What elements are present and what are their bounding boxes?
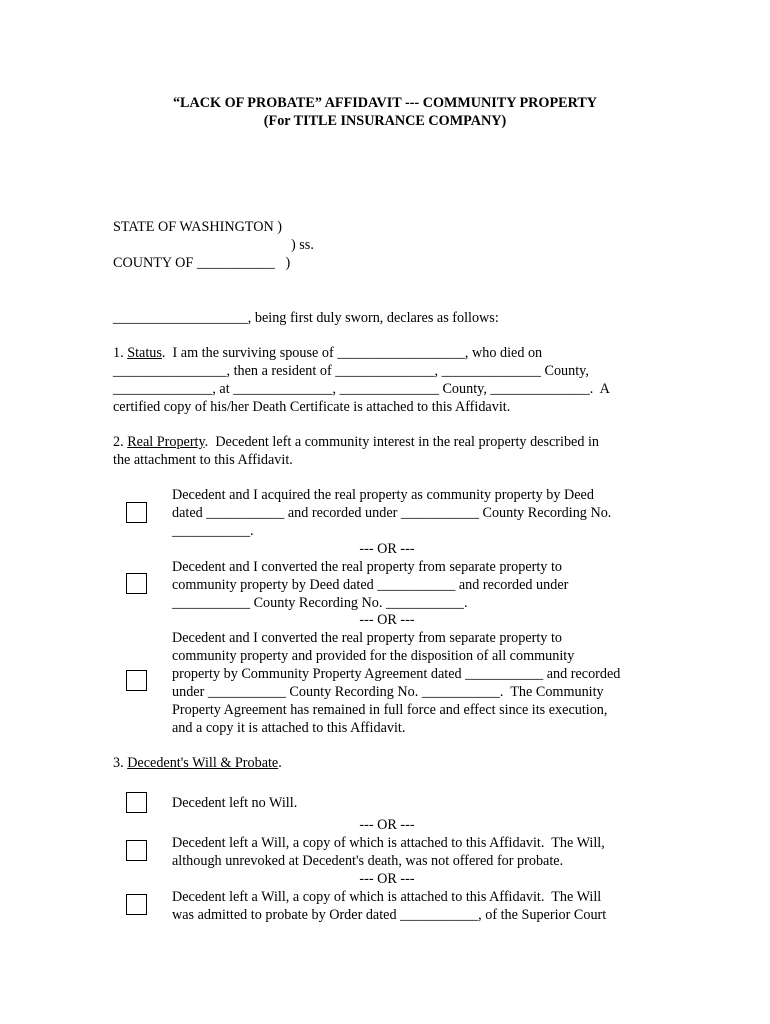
- or-separator: --- OR ---: [359, 817, 415, 833]
- ss-line: ) ss.: [291, 237, 314, 253]
- option-text: property by Community Property Agreement dated ___________ and recorded: [172, 666, 621, 682]
- state-line: STATE OF WASHINGTON ): [113, 219, 282, 235]
- or-separator: --- OR ---: [359, 612, 415, 628]
- section-2-line-2: the attachment to this Affidavit.: [113, 452, 293, 468]
- section-3-number: 3.: [113, 755, 128, 771]
- section-3-heading-line: [113, 754, 282, 772]
- option-text: ___________.: [172, 523, 254, 539]
- section-2-first-line: [113, 433, 599, 451]
- option-text: Decedent left a Will, a copy of which is attached to this Affidavit. The Will: [172, 889, 602, 905]
- option-text: Decedent left a Will, a copy of which is attached to this Affidavit. The Will,: [172, 835, 605, 851]
- option-text: although unrevoked at Decedent's death, was not offered for probate.: [172, 853, 564, 869]
- community-property-agreement-checkbox[interactable]: [126, 670, 147, 691]
- option-text: ___________ County Recording No. ___________.: [172, 595, 468, 611]
- section-3-heading-end: .: [278, 755, 282, 771]
- or-separator: --- OR ---: [359, 871, 415, 887]
- section-1-text: . I am the surviving spouse of __________________, who died on: [161, 345, 543, 361]
- section-2-text: . Decedent left a community interest in the real property described in: [204, 434, 600, 450]
- section-1-first-line: [113, 344, 542, 362]
- no-will-checkbox[interactable]: [126, 792, 147, 813]
- section-1-line-3: ______________, at ______________, ______________ County, ______________. A: [113, 381, 610, 397]
- real-property-deed-checkbox[interactable]: [126, 502, 147, 523]
- option-text: Decedent and I acquired the real property as community property by Deed: [172, 487, 594, 503]
- option-text: Property Agreement has remained in full force and effect since its execution,: [172, 702, 608, 718]
- section-2-number: 2.: [113, 434, 128, 450]
- converted-by-deed-checkbox[interactable]: [126, 573, 147, 594]
- document-title: “LACK OF PROBATE” AFFIDAVIT --- COMMUNITY PROPERTY: [172, 95, 598, 111]
- option-text: was admitted to probate by Order dated ___________, of the Superior Court: [172, 907, 607, 923]
- will-not-probated-checkbox[interactable]: [126, 840, 147, 861]
- document-subtitle: (For TITLE INSURANCE COMPANY): [263, 113, 507, 129]
- section-1-heading: Status: [127, 345, 162, 361]
- option-text: and a copy it is attached to this Affidavit.: [172, 720, 406, 736]
- or-separator: --- OR ---: [359, 541, 415, 557]
- section-1-line-4: certified copy of his/her Death Certificate is attached to this Affidavit.: [113, 399, 511, 415]
- intro-declaration: ___________________, being first duly sworn, declares as follows:: [113, 310, 499, 326]
- option-text: Decedent and I converted the real property from separate property to: [172, 630, 562, 646]
- option-text: Decedent left no Will.: [172, 795, 298, 811]
- option-text: community property and provided for the disposition of all community: [172, 648, 575, 664]
- option-text: dated ___________ and recorded under ___________ County Recording No.: [172, 505, 612, 521]
- will-admitted-to-probate-checkbox[interactable]: [126, 894, 147, 915]
- option-text: community property by Deed dated ___________ and recorded under: [172, 577, 569, 593]
- option-text: under ___________ County Recording No. ___________. The Community: [172, 684, 604, 700]
- section-3-heading: Decedent's Will & Probate: [127, 755, 279, 771]
- option-text: Decedent and I converted the real property from separate property to: [172, 559, 562, 575]
- county-line: COUNTY OF ___________ ): [113, 255, 291, 271]
- section-2-heading: Real Property: [127, 434, 205, 450]
- section-1-line-2: ________________, then a resident of ______________, ______________ County,: [113, 363, 589, 379]
- section-1-number: 1.: [113, 345, 128, 361]
